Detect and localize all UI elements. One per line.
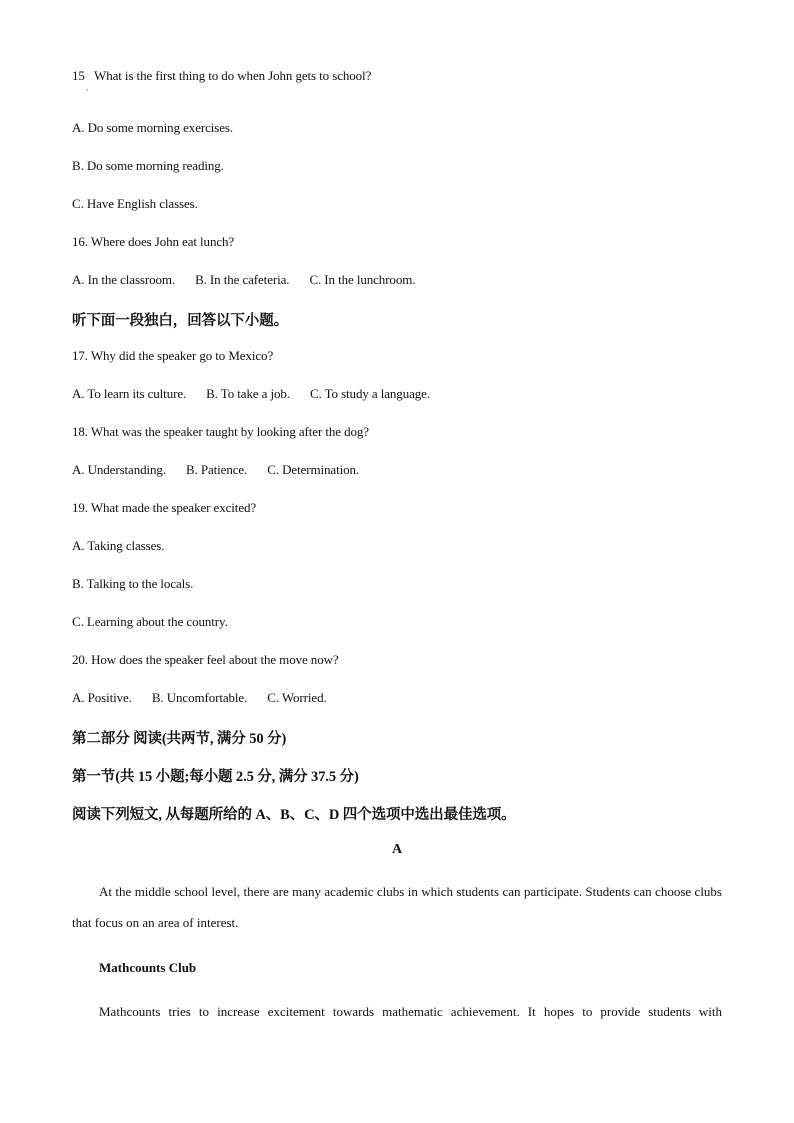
intro-paragraph: At the middle school level, there are many academic clubs in which students can participate. Students can choose clubs that focus on an area of interest. [72,884,722,930]
question-number: 15 [72,68,85,83]
question-18-options [72,462,359,478]
club-paragraph: Mathcounts tries to increase excitement towards mathematic achievement. It hopes to provide students with [99,1004,722,1019]
option-a: A. Taking classes. [72,538,165,553]
option-b: B. Do some morning reading. [72,158,224,173]
question-16-options [72,272,415,288]
option-b: B. In the cafeteria. [195,272,290,287]
option-b: B. To take a job. [206,386,290,401]
option-b: B. Patience. [185,462,248,477]
listening-instruction: 听下面一段独白，回答以下小题。 [72,313,288,329]
stray-mark: · [86,86,89,95]
option-c: C. To study a language. [309,386,431,401]
section-one-heading: 第一节(共 15 小题;每小题 2.5 分, 满分 37.5 分) [72,769,359,785]
option-a: A. Positive. [72,690,132,705]
option-a: A. Do some morning exercises. [72,120,234,135]
option-a: A. To learn its culture. [72,386,187,401]
question-20: 20. How does the speaker feel about the move now? [72,652,339,667]
question-16: 16. Where does John eat lunch? [72,234,235,249]
question-17-options [72,386,430,402]
option-c: C. Worried. [267,690,327,705]
reading-instruction: 阅读下列短文, 从每题所给的 A、B、C、D 四个选项中选出最佳选项。 [72,807,516,823]
question-15 [72,68,371,84]
option-c: C. In the lunchroom. [309,272,416,287]
question-19: 19. What made the speaker excited? [72,500,257,515]
option-b: B. Uncomfortable. [151,690,248,705]
option-c: C. Have English classes. [72,196,198,211]
question-text: What is the first thing to do when John gets to school? [94,68,372,83]
option-a: A. In the classroom. [72,272,176,287]
option-b: B. Talking to the locals. [72,576,194,591]
option-c: C. Learning about the country. [72,614,228,629]
option-c: C. Determination. [267,462,360,477]
question-18: 18. What was the speaker taught by looking after the dog? [72,424,369,439]
passage-label: A [391,842,403,857]
part-two-heading: 第二部分 阅读(共两节, 满分 50 分) [72,731,287,747]
question-17: 17. Why did the speaker go to Mexico? [72,348,274,363]
question-20-options [72,690,327,706]
option-a: A. Understanding. [72,462,166,477]
club-title: Mathcounts Club [99,960,197,975]
